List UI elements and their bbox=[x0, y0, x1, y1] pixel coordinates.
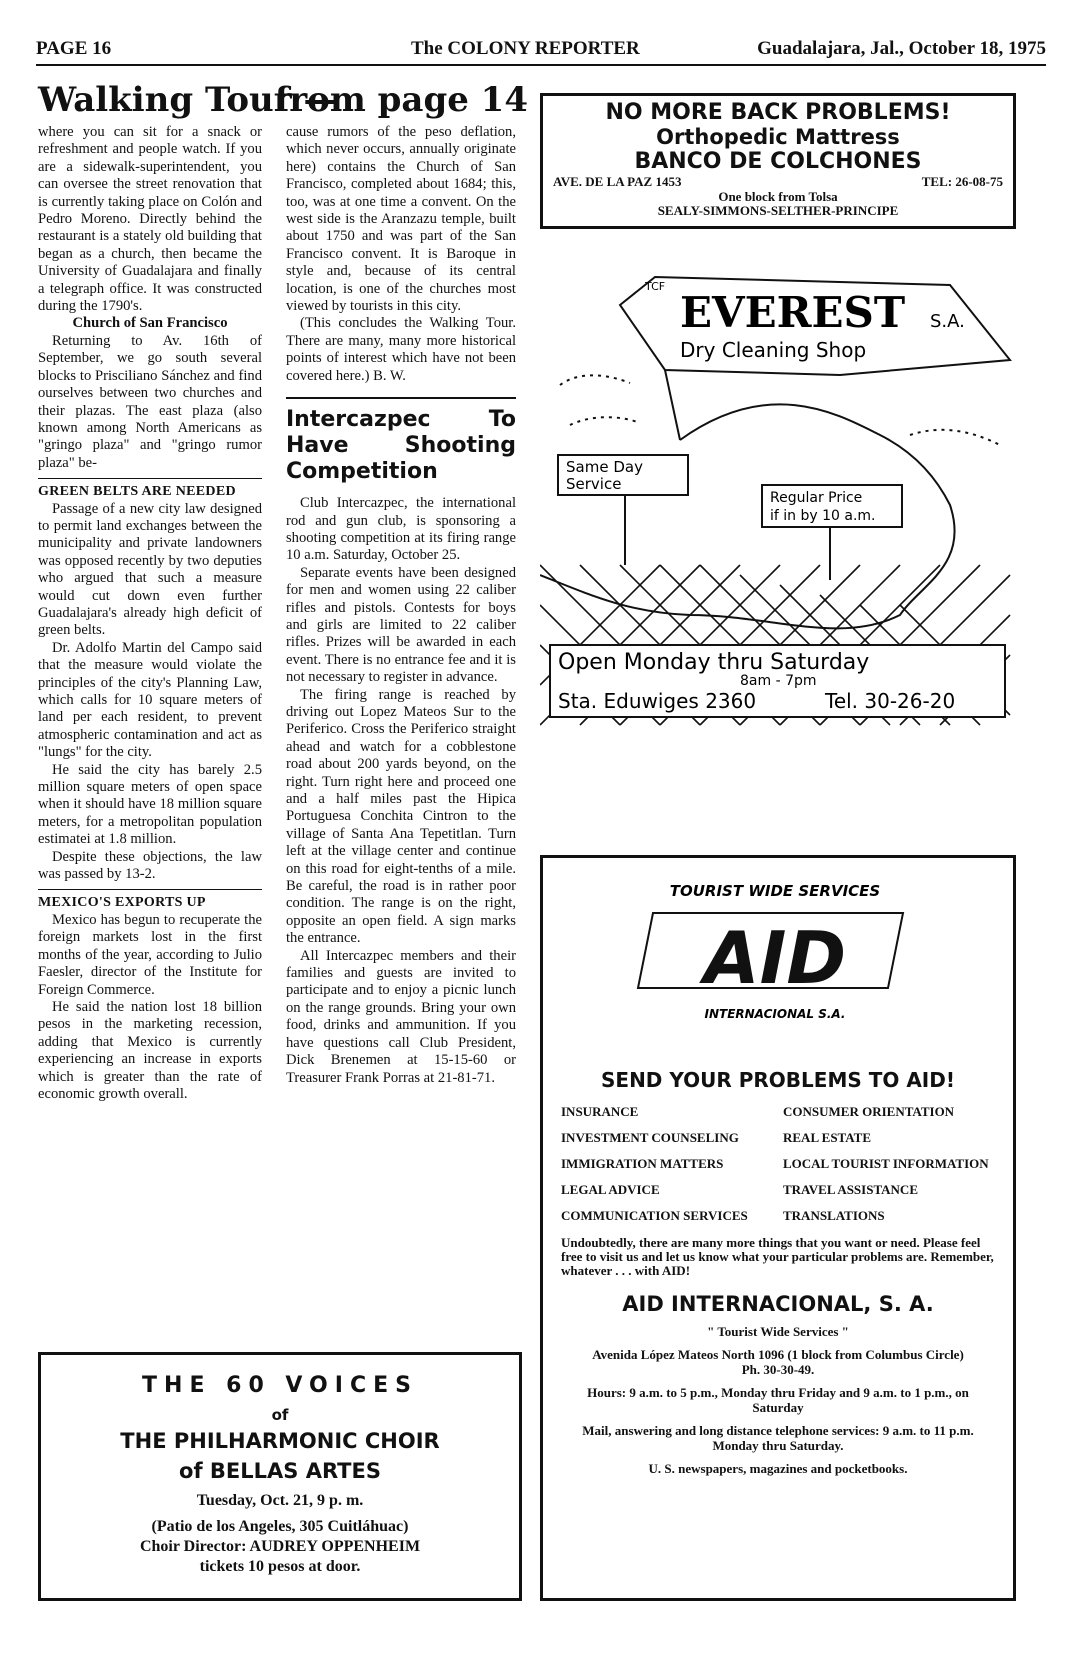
green-belts-p4: Despite these objections, the law was passed by 13-2. bbox=[38, 848, 262, 883]
mattress-line1: NO MORE BACK PROBLEMS! bbox=[605, 100, 951, 125]
mattress-ad bbox=[540, 93, 1016, 229]
walking-tour-col2-p1: cause rumors of the peso deflation, which never occurs, annually originate here) contains the Church of San Francisco, completed about 1684; this, too, was at one time a convent. On the west side is the Aranzazu temple, built about 1750 and was part of the San Francisco convent. It is Baroque in style and, because of its central location, is one of the churches most viewed by tourists in this city. bbox=[286, 124, 516, 315]
aid-papers: U. S. newspapers, magazines and pocketbooks. bbox=[648, 1461, 908, 1476]
everest-tagline: Dry Cleaning Shop bbox=[680, 338, 867, 362]
aid-arc-bottom: INTERNACIONAL S.A. bbox=[704, 1007, 846, 1021]
aid-address: Avenida López Mateos North 1096 (1 block from Columbus Circle) Ph. 30-30-49. bbox=[592, 1347, 964, 1377]
aid-arc-top: TOURIST WIDE SERVICES bbox=[669, 882, 881, 900]
aid-services bbox=[543, 1104, 1013, 1224]
intercazpec-p3: The firing range is reached by driving out Lopez Mateos Sur to the Periferico. Cross the Periferico straight ahead and watch for a cobblestone road about 200 yards beyond, on the right. Turn right here and proceed one and a half miles past the Hipica Portuguesa Conchita Cintron to the village of Santa Ana Tepetitlan. Turn left at the village center and continue on this road for eight-tenths of a mile. Be careful, the road is in rather poor condition. The range is on the right, opposite an open field. A sign marks the entrance. bbox=[286, 686, 516, 947]
snow-dots-2 bbox=[570, 417, 640, 425]
green-belts-head: GREEN BELTS ARE NEEDED bbox=[38, 478, 262, 500]
aid-company: AID INTERNACIONAL, S. A. bbox=[622, 1292, 934, 1316]
choir-of: of bbox=[271, 1406, 289, 1424]
intercazpec-p1: Club Intercazpec, the international rod and gun club, is sponsoring a shooting competition at its firing range 10 a.m. Saturday, October 25. bbox=[286, 495, 516, 564]
aid-service-item: LOCAL TOURIST INFORMATION bbox=[783, 1156, 989, 1171]
mattress-contact-row bbox=[543, 174, 1013, 190]
choir-ad bbox=[38, 1352, 522, 1601]
everest-tel: Tel. 30-26-20 bbox=[825, 689, 956, 713]
masthead bbox=[36, 36, 1046, 66]
dateline: Guadalajara, Jal., October 18, 1975 bbox=[757, 38, 1046, 59]
aid-send-line: SEND YOUR PROBLEMS TO AID! bbox=[601, 1068, 955, 1092]
exports-p2: He said the nation lost 18 billion pesos in the marketing recession, adding that Mexico is currently experiencing an increase in exports which is greater than the rate of economic growth overall. bbox=[38, 998, 262, 1102]
sign1-line2: Service bbox=[566, 475, 622, 493]
aid-service-item: REAL ESTATE bbox=[783, 1130, 872, 1145]
aid-service-item: TRANSLATIONS bbox=[783, 1208, 885, 1223]
mattress-line3: BANCO DE COLCHONES bbox=[634, 149, 922, 174]
choir-line2: THE PHILHARMONIC CHOIR bbox=[120, 1429, 440, 1453]
aid-logo-text: AID bbox=[703, 916, 847, 1000]
page-number: PAGE 16 bbox=[36, 38, 112, 59]
middle-column bbox=[286, 124, 516, 1087]
choir-tickets: tickets 10 pesos at door. bbox=[199, 1558, 361, 1575]
intercazpec-head: Intercazpec To Have Shooting Competition bbox=[286, 397, 516, 485]
everest-address: Sta. Eduwiges 2360 bbox=[558, 689, 757, 713]
flag-pole bbox=[665, 370, 680, 440]
green-belts-p3: He said the city has barely 2.5 million square meters of open space when it should have 18 million square meters, for a metropolitan population estimatei at 1.8 million. bbox=[38, 761, 262, 848]
exports-head: MEXICO'S EXPORTS UP bbox=[38, 889, 262, 911]
snow-dots-3 bbox=[910, 430, 1000, 445]
sign1-line1: Same Day bbox=[566, 458, 643, 476]
aid-service-item: COMMUNICATION SERVICES bbox=[561, 1208, 748, 1223]
aid-hours: Hours: 9 a.m. to 5 p.m., Monday thru Friday and 9 a.m. to 1 p.m., on Saturday bbox=[587, 1385, 969, 1415]
aid-service-item: CONSUMER ORIENTATION bbox=[783, 1104, 955, 1119]
everest-tag: TCF bbox=[645, 280, 666, 293]
intercazpec-p2: Separate events have been designed for men and women using 22 caliber rifles and pistols. Contests for boys and girls are limited to 22 caliber rifles. Prizes will be awarded in each event. There is no entrance fee and it is not necessary to register in advance. bbox=[286, 564, 516, 686]
aid-service-item: IMMIGRATION MATTERS bbox=[561, 1156, 724, 1171]
aid-mail: Mail, answering and long distance telephone services: 9 a.m. to 11 p.m. Monday thru Saturday. bbox=[582, 1423, 974, 1453]
intercazpec-p4: All Intercazpec members and their families and guests are invited to participate and to enjoy a picnic lunch on the range grounds. Bring your own food, drinks and ammunition. If you have questions call Club President, Dick Brenemen at 15-15-60 or Treasurer Frank Porras at 21-81-71. bbox=[286, 947, 516, 1086]
everest-illustration bbox=[540, 265, 1018, 805]
aid-service-item: INVESTMENT COUNSELING bbox=[561, 1130, 739, 1145]
mattress-note: One block from Tolsa bbox=[718, 189, 838, 204]
green-belts-p1: Passage of a new city law designed to permit land exchanges between the municipality and private landowners was opposed recently by two deputies who argued that such a measure would cut down even further Guadalajara's already high deficit of green belts. bbox=[38, 500, 262, 639]
everest-ad bbox=[540, 265, 1018, 805]
everest-hours-line1: Open Monday thru Saturday bbox=[558, 650, 870, 675]
mattress-line2: Orthopedic Mattress bbox=[656, 125, 900, 149]
choir-line3: of BELLAS ARTES bbox=[179, 1459, 381, 1483]
headline-left: Walking Tour — bbox=[38, 80, 338, 120]
mattress-address: AVE. DE LA PAZ 1453 bbox=[553, 174, 682, 189]
left-column bbox=[38, 124, 262, 1103]
walking-tour-col2-p2: (This concludes the Walking Tour. There are many, many more historical points of interest which have not been covered here.) B. W. bbox=[286, 315, 516, 384]
choir-director: Choir Director: AUDREY OPPENHEIM bbox=[139, 1538, 421, 1555]
headline-right: from page 14 bbox=[274, 80, 528, 120]
subhead-church: Church of San Francisco bbox=[72, 315, 228, 332]
sign2-line2: if in by 10 a.m. bbox=[770, 508, 876, 524]
aid-sub: " Tourist Wide Services " bbox=[707, 1324, 849, 1339]
choir-venue: (Patio de los Angeles, 305 Cuitláhuac) bbox=[151, 1518, 409, 1535]
choir-line1: THE 60 VOICES bbox=[142, 1373, 418, 1398]
aid-service-item: TRAVEL ASSISTANCE bbox=[783, 1182, 918, 1197]
green-belts-p2: Dr. Adolfo Martin del Campo said that the measure would violate the principles of the city's Planning Law, which calls for 10 square meters of land per each resident, to prevent atmospheric contamination and act as "lungs" for the city. bbox=[38, 639, 262, 761]
mattress-brands: SEALY-SIMMONS-SELTHER-PRINCIPE bbox=[657, 203, 899, 218]
everest-hours-line2: 8am - 7pm bbox=[740, 673, 817, 689]
exports-p1: Mexico has begun to recuperate the foreign markets lost in the first months of the year, according to Julio Faesler, director of the Institute for Foreign Commerce. bbox=[38, 911, 262, 998]
aid-ad bbox=[540, 855, 1016, 1601]
mattress-tel: TEL: 26-08-75 bbox=[921, 174, 1003, 189]
paper-name: The COLONY REPORTER bbox=[411, 38, 640, 59]
everest-suffix: S.A. bbox=[930, 311, 965, 332]
walking-tour-col1-p1: where you can sit for a snack or refreshment and people watch. If you are a sidewalk-superintendent, you can oversee the street renovation that is currently taking place on Colón and Pedro Moreno. Directly behind the restaurant is a stately old building that began as a church, then became the University of Guadalajara and finally a telegraph office. It was constructed during the 1790's. bbox=[38, 124, 262, 315]
aid-service-item: INSURANCE bbox=[561, 1104, 639, 1119]
aid-body: Undoubtedly, there are many more things that you want or need. Please feel free to visit us and let us know what your particular problems are. Remember, whatever . . . with AID! bbox=[561, 1235, 994, 1278]
walking-tour-col1-p2: Returning to Av. 16th of September, we go south several blocks to Prisciliano Sánchez and find ourselves between two churches and their plazas. The east plaza (also known among North Americans as "gringo plaza" and "gringo rumor plaza" be- bbox=[38, 332, 262, 471]
sign2-line1: Regular Price bbox=[770, 490, 863, 506]
everest-brand: EVEREST bbox=[680, 288, 906, 337]
aid-service-item: LEGAL ADVICE bbox=[561, 1182, 660, 1197]
choir-date: Tuesday, Oct. 21, 9 p. m. bbox=[196, 1492, 364, 1509]
snow-dots bbox=[560, 375, 630, 385]
walking-tour-headline bbox=[38, 80, 528, 120]
aid-logo bbox=[543, 858, 1007, 1063]
